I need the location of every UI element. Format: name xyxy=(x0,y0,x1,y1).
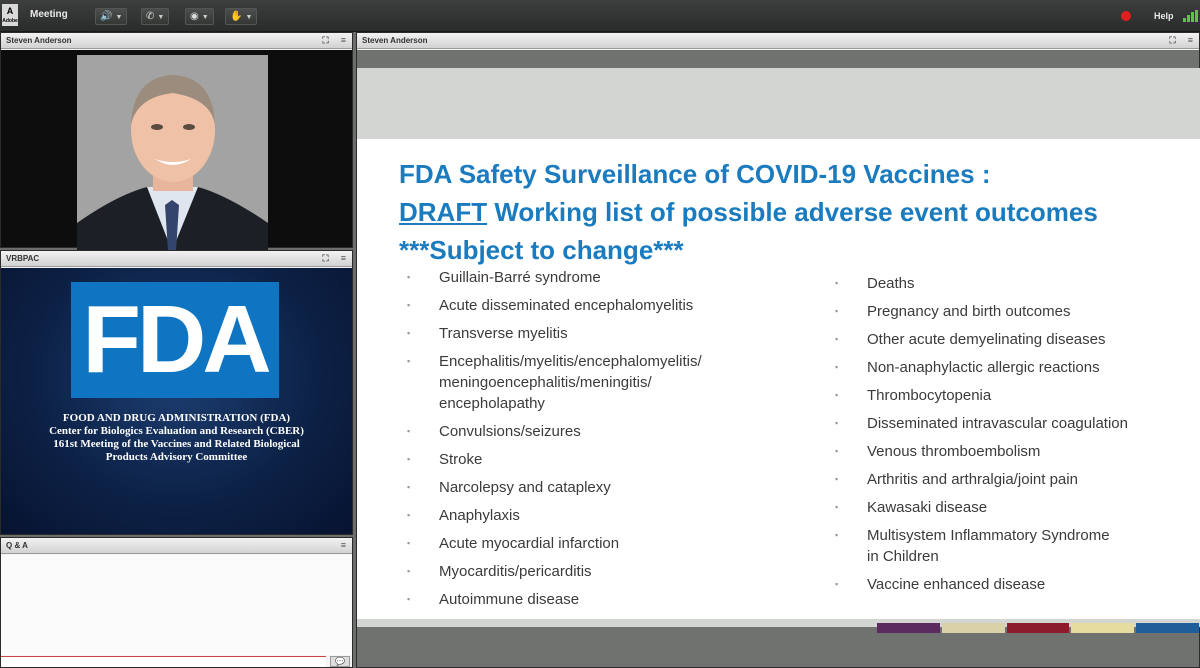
color-segment xyxy=(1071,623,1134,633)
pod-options-icon[interactable]: ≡ xyxy=(340,540,346,550)
chevron-down-icon: ▼ xyxy=(115,14,123,21)
raise-hand-button[interactable] xyxy=(225,8,257,25)
list-item: ▪ Multisystem Inflammatory Syndrome in Children xyxy=(789,525,1119,567)
caption-line: Center for Biologics Evaluation and Research (CBER) xyxy=(49,425,304,437)
send-button[interactable] xyxy=(330,656,350,667)
presenter-portrait-image xyxy=(77,55,268,251)
pod-title: VRBPAC xyxy=(6,254,40,263)
qa-pod xyxy=(0,537,353,668)
list-item: ▪ Transverse myelitis xyxy=(361,323,781,344)
draft-label: DRAFT xyxy=(399,197,488,227)
webcam-icon: ◉ xyxy=(190,11,199,22)
list-item: ▪ Narcolepsy and cataplexy xyxy=(361,477,781,498)
fullscreen-icon[interactable]: ⛶ xyxy=(322,253,329,263)
list-item: ▪ Arthritis and arthralgia/joint pain xyxy=(789,469,1189,490)
right-outcome-list xyxy=(789,273,1189,602)
share-pod xyxy=(356,32,1200,668)
list-item: ▪ Deaths xyxy=(789,273,1189,294)
phone-button[interactable] xyxy=(141,8,169,25)
list-item: ▪ Myocarditis/pericarditis xyxy=(361,561,781,582)
presenter-video xyxy=(77,55,268,251)
help-menu[interactable]: Help xyxy=(1154,11,1174,21)
qa-input[interactable] xyxy=(1,656,326,667)
list-item: ▪ Acute disseminated encephalomyelitis xyxy=(361,295,781,316)
meeting-menu[interactable]: Meeting xyxy=(30,9,68,20)
qa-message-list[interactable] xyxy=(1,555,352,655)
list-item: ▪ Kawasaki disease xyxy=(789,497,1189,518)
caption-line: 161st Meeting of the Vaccines and Related Biological xyxy=(53,438,300,450)
list-item: ▪ Convulsions/seizures xyxy=(361,421,781,442)
fullscreen-icon[interactable]: ⛶ xyxy=(1169,35,1176,45)
list-item: ▪ Pregnancy and birth outcomes xyxy=(789,301,1189,322)
chevron-down-icon: ▼ xyxy=(201,14,209,21)
speaker-button[interactable] xyxy=(95,8,127,25)
title-line-2-rest: Working list of possible adverse event outcomes xyxy=(487,197,1098,227)
pod-options-icon[interactable]: ≡ xyxy=(340,253,346,263)
pod-header xyxy=(1,33,352,49)
title-line-1: FDA Safety Surveillance of COVID-19 Vaccines : xyxy=(399,159,991,189)
color-segment xyxy=(877,623,940,633)
phone-icon: ✆ xyxy=(146,11,155,22)
adobe-logo-icon: A Adobe xyxy=(2,6,18,24)
presenter-video-pod xyxy=(0,32,353,248)
caption-line: Products Advisory Committee xyxy=(105,451,248,463)
presentation-slide xyxy=(357,139,1200,619)
pod-title: Q & A xyxy=(6,541,28,550)
color-segment xyxy=(1007,623,1070,633)
list-item: ▪ Acute myocardial infarction xyxy=(361,533,781,554)
fda-logo-text: FDA xyxy=(82,286,268,393)
speaker-icon: 🔊 xyxy=(100,11,113,22)
pod-title: Steven Anderson xyxy=(362,36,428,45)
list-item: ▪ Disseminated intravascular coagulation xyxy=(789,413,1189,434)
list-item: ▪ Autoimmune disease xyxy=(361,589,781,610)
title-line-2 xyxy=(399,193,1098,231)
list-item: ▪ Vaccine enhanced disease xyxy=(789,574,1189,595)
caption-line: FOOD AND DRUG ADMINISTRATION (FDA) xyxy=(62,412,291,424)
chevron-down-icon: ▼ xyxy=(245,14,253,21)
camera-button[interactable] xyxy=(185,8,214,25)
pod-header xyxy=(357,33,1199,49)
list-item: ▪ Stroke xyxy=(361,449,781,470)
chat-bubble-icon: 💬 xyxy=(335,657,345,666)
video-feed xyxy=(1,50,352,247)
pod-options-icon[interactable]: ≡ xyxy=(1187,35,1193,45)
app-toolbar xyxy=(0,0,1200,32)
pod-title: Steven Anderson xyxy=(6,36,72,45)
list-item: ▪ Other acute demyelinating diseases xyxy=(789,329,1189,350)
left-outcome-list xyxy=(361,267,781,617)
list-item: ▪ Encephalitis/myelitis/encephalomyelitis/ meningoencephalitis/meningitis/ encepholapathy xyxy=(361,351,761,414)
hand-icon: ✋ xyxy=(230,11,243,22)
slide-title xyxy=(399,155,1098,269)
color-segment xyxy=(1136,623,1199,633)
shared-screen xyxy=(357,50,1199,667)
list-item: ▪ Venous thromboembolism xyxy=(789,441,1189,462)
fullscreen-icon[interactable]: ⛶ xyxy=(322,35,329,45)
connection-signal-icon xyxy=(1183,10,1197,22)
fda-logo xyxy=(71,282,279,398)
slide-footer-color-bar xyxy=(877,623,1200,633)
fda-caption xyxy=(1,412,352,464)
title-line-3: ***Subject to change*** xyxy=(399,235,684,265)
vrbpac-pod xyxy=(0,250,353,535)
vrbpac-slide xyxy=(1,268,352,534)
recording-indicator-icon xyxy=(1121,11,1131,21)
pod-header xyxy=(1,538,352,554)
list-item: ▪ Non-anaphylactic allergic reactions xyxy=(789,357,1189,378)
list-item: ▪ Guillain-Barré syndrome xyxy=(361,267,781,288)
pod-header xyxy=(1,251,352,267)
list-item: ▪ Thrombocytopenia xyxy=(789,385,1189,406)
chevron-down-icon: ▼ xyxy=(157,14,165,21)
color-segment xyxy=(942,623,1005,633)
list-item: ▪ Anaphylaxis xyxy=(361,505,781,526)
pod-options-icon[interactable]: ≡ xyxy=(340,35,346,45)
